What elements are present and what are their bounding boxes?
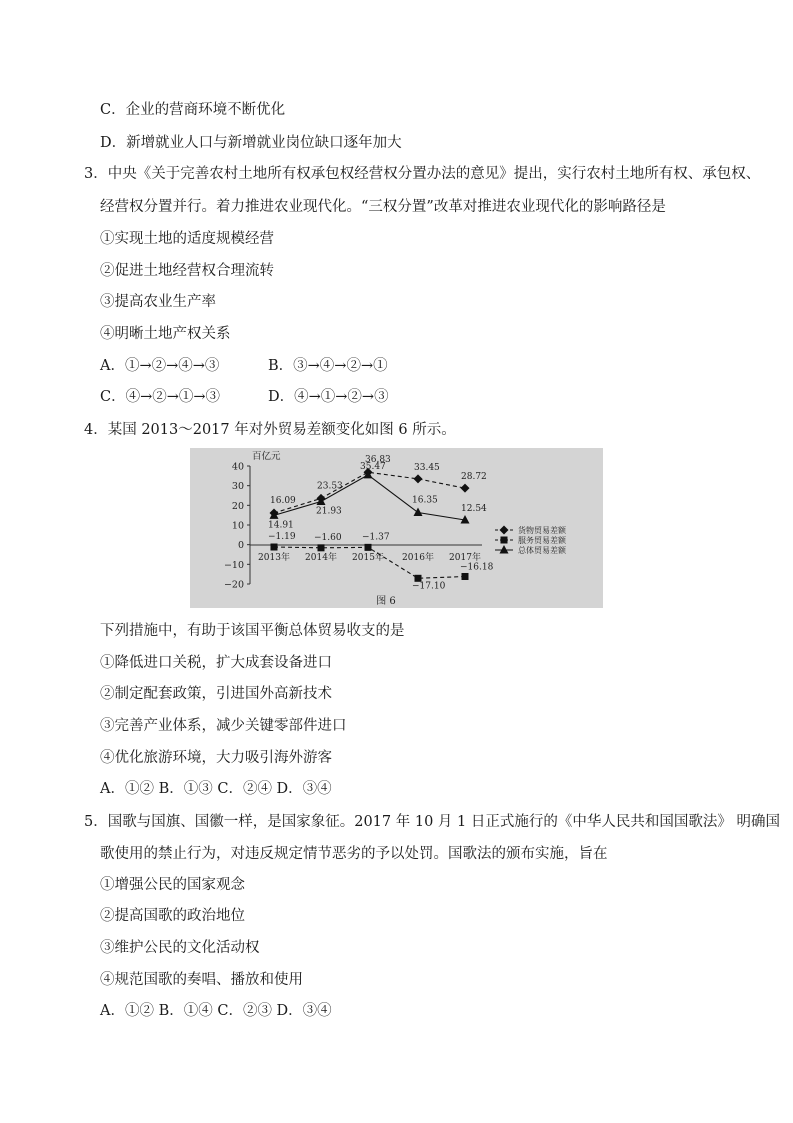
- goods-point: [461, 484, 470, 493]
- x-tick-label: 2014年: [305, 553, 337, 563]
- services-point: [365, 544, 372, 551]
- q3-item-3: ③提高农业生产率: [100, 294, 216, 310]
- services-data-label: −16.18: [460, 562, 494, 573]
- total-legend-point: [500, 545, 509, 554]
- total-data-label: 21.93: [316, 506, 342, 517]
- q3-stem-line2: 经营权分置并行。着力推进农业现代化。“三权分置”改革对推进农业现代化的影响路径是: [100, 199, 666, 215]
- q5-stem-line2: 歌使用的禁止行为，对违反规定情节恶劣的予以处罚。国歌法的颁布实施，旨在: [100, 846, 608, 862]
- total-data-label: 14.91: [268, 520, 294, 531]
- services-data-label: −1.19: [268, 532, 296, 543]
- q3-item-4: ④明晰土地产权关系: [100, 326, 231, 342]
- y-tick-label: 30: [231, 481, 244, 493]
- q3-option-b: B．③→④→②→①: [268, 358, 388, 374]
- goods-data-label: 23.53: [317, 481, 343, 492]
- x-tick-label: 2013年: [258, 553, 290, 563]
- q3-stem-line1: 3．中央《关于完善农村土地所有权承包权经营权分置办法的意见》提出，实行农村土地所有权、承包权、: [84, 166, 761, 182]
- q5-item-2: ②提高国歌的政治地位: [100, 908, 245, 924]
- figure-caption: 图 6: [376, 596, 396, 607]
- chart-svg: [190, 448, 603, 608]
- services-point: [462, 573, 469, 580]
- total-data-label: 12.54: [461, 504, 487, 515]
- services-point: [271, 544, 278, 551]
- y-tick-label: −10: [223, 559, 244, 571]
- trade-balance-chart: [190, 448, 603, 608]
- q5-item-3: ③维护公民的文化活动权: [100, 940, 260, 956]
- q4-stem: 4．某国 2013～2017 年对外贸易差额变化如图 6 所示。: [84, 422, 456, 438]
- q3-option-c: C．④→②→①→③: [100, 389, 221, 405]
- total-point: [414, 508, 423, 517]
- y-tick-label: −20: [223, 579, 244, 591]
- y-axis-unit: 百亿元: [252, 451, 281, 462]
- q3-option-d: D．④→①→②→③: [268, 389, 389, 405]
- q5-item-4: ④规范国歌的奏唱、播放和使用: [100, 972, 303, 988]
- x-tick-label: 2015年: [352, 553, 384, 563]
- total-data-label: 35.47: [360, 461, 386, 472]
- goods-data-label: 36.83: [365, 455, 391, 466]
- x-tick-label: 2017年: [449, 553, 481, 563]
- q5-item-1: ①增强公民的国家观念: [100, 877, 245, 893]
- services-legend-point: [501, 537, 508, 544]
- q5-options: A．①② B．①④ C．②③ D．③④: [100, 1003, 332, 1019]
- goods-data-label: 28.72: [461, 472, 487, 483]
- goods-data-label: 16.09: [270, 496, 296, 507]
- services-data-label: −1.60: [314, 532, 342, 543]
- y-tick-label: 20: [231, 500, 244, 512]
- services-data-label: −1.37: [362, 532, 390, 543]
- q3-item-2: ②促进土地经营权合理流转: [100, 263, 274, 279]
- goods-legend-point: [500, 526, 509, 535]
- q4-options: A．①② B．①③ C．②④ D．③④: [100, 781, 332, 797]
- option-c-prev: C．企业的营商环境不断优化: [100, 102, 286, 118]
- y-tick-label: 10: [231, 520, 244, 532]
- q3-item-1: ①实现土地的适度规模经营: [100, 231, 274, 247]
- q4-item-2: ②制定配套政策，引进国外高新技术: [100, 686, 332, 702]
- services-point: [318, 544, 325, 551]
- total-legend-label: 总体贸易差额: [518, 546, 566, 555]
- q3-option-a: A．①→②→④→③: [100, 358, 220, 374]
- q4-item-1: ①降低进口关税，扩大成套设备进口: [100, 655, 332, 671]
- total-data-label: 16.35: [412, 495, 438, 506]
- y-tick-label: 40: [231, 461, 244, 473]
- q4-item-4: ④优化旅游环境，大力吸引海外游客: [100, 750, 332, 766]
- services-data-label: −17.10: [412, 581, 446, 592]
- goods-legend-label: 货物贸易差额: [518, 526, 566, 535]
- x-tick-label: 2016年: [402, 553, 434, 563]
- y-tick-label: 0: [237, 540, 244, 552]
- option-d-prev: D．新增就业人口与新增就业岗位缺口逐年加大: [100, 135, 402, 151]
- q4-item-3: ③完善产业体系，减少关键零部件进口: [100, 718, 347, 734]
- q5-stem-line1: 5．国歌与国旗、国徽一样，是国家象征。2017 年 10 月 1 日正式施行的《中华人民共和国国歌法》 明确国: [84, 814, 780, 830]
- goods-point: [414, 474, 423, 483]
- q4-question: 下列措施中，有助于该国平衡总体贸易收支的是: [100, 623, 405, 639]
- services-legend-label: 服务贸易差额: [518, 536, 566, 545]
- goods-data-label: 33.45: [414, 462, 440, 473]
